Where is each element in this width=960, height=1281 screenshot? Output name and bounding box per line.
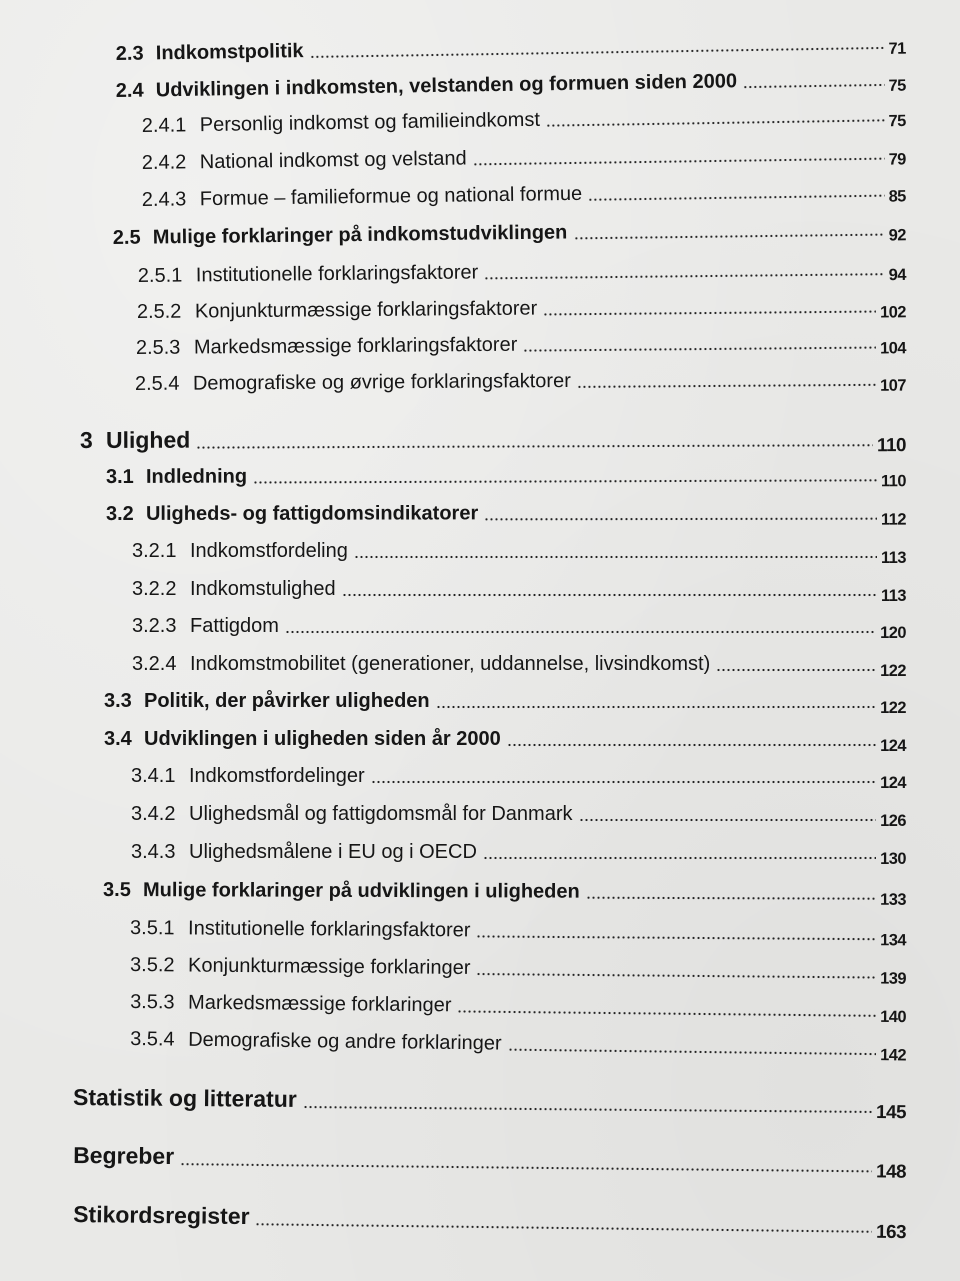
- toc-entry-3-4-3: [131, 838, 906, 868]
- toc-entry-3-2-3: [132, 612, 906, 642]
- entry-number: 3.1: [105, 465, 134, 488]
- toc-entry-3-2: [105, 499, 907, 529]
- dot-leader: [457, 993, 876, 1017]
- entry-page-number: 130: [880, 850, 906, 868]
- entry-number: 3.5.1: [130, 917, 175, 940]
- dot-leader: [484, 501, 877, 522]
- toc-entry-3-4-1: [131, 762, 906, 792]
- entry-number: 2.5.1: [137, 264, 183, 288]
- toc-entry-2-3: [116, 28, 906, 66]
- entry-page-number: 102: [879, 303, 907, 322]
- entry-title: Uligheds- og fattigdomsindikatorer: [145, 502, 479, 525]
- entry-page-number: 92: [888, 226, 906, 245]
- dot-leader: [371, 764, 876, 784]
- entry-number: 3.4.3: [131, 841, 176, 863]
- entry-title: Statistik og litteratur: [73, 1084, 297, 1112]
- toc-entry-statistik-og-litteratur: [73, 1082, 907, 1123]
- entry-number: 3.2: [105, 502, 134, 525]
- entry-page-number: 124: [880, 737, 906, 755]
- toc-entry-3-4: [104, 725, 906, 755]
- toc-entry-2-5-2: [137, 291, 906, 324]
- entry-number: 2.4: [115, 79, 144, 103]
- toc-entry-3-5-1: [130, 914, 907, 950]
- dot-leader: [484, 256, 885, 280]
- toc-entry-2-5-1: [138, 254, 906, 288]
- entry-number: 3.2.1: [132, 540, 177, 562]
- entry-title: National indkomst og velstand: [199, 147, 467, 174]
- entry-number: 3.2.3: [132, 615, 177, 637]
- toc-entry-3-5: [103, 876, 907, 909]
- toc-entry-chapter-3: [80, 422, 906, 454]
- entry-number: 2.5: [112, 226, 141, 250]
- entry-title: Institutionelle forklaringsfaktorer: [188, 917, 471, 942]
- entry-number: 2.4.3: [141, 188, 187, 212]
- entry-page-number: 110: [876, 434, 907, 456]
- entry-number: 3.4.1: [131, 765, 176, 787]
- entry-page-number: 133: [880, 890, 907, 909]
- toc-entry-3-2-1: [132, 537, 906, 567]
- toc-entry-3-2-4: [132, 650, 906, 680]
- dot-leader: [546, 102, 885, 127]
- dot-leader: [354, 539, 877, 559]
- entry-title: Ulighed: [105, 426, 191, 453]
- dot-leader: [196, 424, 873, 449]
- entry-page-number: 75: [888, 76, 906, 95]
- dot-leader: [579, 802, 877, 822]
- toc-entry-3-1: [106, 460, 906, 489]
- entry-number: 3.5.3: [130, 991, 175, 1014]
- dot-leader: [716, 652, 876, 672]
- entry-title: Konjunkturmæssige forklaringsfaktorer: [194, 297, 538, 323]
- entry-page-number: 163: [875, 1220, 907, 1243]
- toc-entry-begreber: [73, 1140, 907, 1182]
- entry-number: 2.5.4: [134, 372, 180, 396]
- entry-page-number: 134: [880, 931, 907, 950]
- dot-leader: [253, 462, 877, 484]
- entry-page-number: 104: [879, 339, 907, 358]
- entry-page-number: 124: [880, 774, 906, 792]
- dot-leader: [303, 1086, 873, 1114]
- entry-title: Mulige forklaringer på udviklingen i uligheden: [143, 879, 580, 903]
- dot-leader: [743, 67, 885, 89]
- entry-title: Begreber: [73, 1142, 175, 1170]
- dot-leader: [523, 330, 876, 353]
- entry-title: Mulige forklaringer på indkomstudviklingen: [152, 221, 568, 249]
- dot-leader: [507, 727, 876, 747]
- entry-number: 2.5.3: [135, 336, 181, 360]
- entry-number: 3.5: [103, 879, 131, 902]
- entry-title: Konjunkturmæssige forklaringer: [188, 954, 471, 979]
- toc-entry-stikordsregister: [73, 1199, 907, 1243]
- entry-title: Indkomstpolitik: [155, 40, 304, 65]
- toc-entry-3-5-4: [130, 1025, 907, 1065]
- entry-number: 2.3: [115, 42, 144, 66]
- entry-number: 3.3: [104, 690, 132, 712]
- entry-title: Ulighedsmålene i EU og i OECD: [189, 841, 477, 863]
- entry-page-number: 122: [880, 662, 906, 680]
- toc-entry-2-5-3: [136, 327, 906, 360]
- entry-title: Ulighedsmål og fattigdomsmål for Danmark: [189, 803, 573, 825]
- dot-leader: [472, 141, 884, 167]
- entry-page-number: 110: [880, 472, 907, 491]
- entry-title: Institutionelle forklaringsfaktorer: [195, 261, 479, 287]
- entry-page-number: 120: [880, 624, 906, 642]
- entry-page-number: 71: [888, 39, 906, 58]
- toc-entry-2-4-2: [142, 138, 906, 175]
- entry-page-number: 145: [875, 1101, 907, 1123]
- entry-title: Personlig indkomst og familieindkomst: [199, 108, 541, 137]
- toc-entry-2-4: [116, 65, 906, 103]
- entry-title: Indledning: [145, 465, 248, 488]
- dot-leader: [586, 880, 876, 901]
- entry-page-number: 94: [888, 265, 906, 285]
- dot-leader: [543, 294, 876, 317]
- entry-number: 3.4.2: [131, 803, 176, 825]
- entry-number: 3: [79, 426, 93, 453]
- entry-title: Udviklingen i uligheden siden år 2000: [144, 728, 501, 750]
- entry-number: 3.5.2: [130, 954, 175, 977]
- entry-page-number: 113: [881, 587, 906, 605]
- entry-page-number: 112: [881, 510, 907, 529]
- entry-number: 3.2.4: [132, 653, 177, 675]
- toc-entry-3-2-2: [132, 575, 906, 605]
- entry-title: Markedsmæssige forklaringer: [188, 991, 452, 1017]
- dot-leader: [588, 178, 885, 202]
- entry-title: Demografiske og øvrige forklaringsfaktorer: [192, 369, 571, 395]
- dot-leader: [508, 1032, 877, 1057]
- toc-entry-2-4-3: [142, 175, 906, 212]
- entry-page-number: 126: [880, 812, 906, 830]
- entry-page-number: 139: [880, 969, 907, 988]
- entry-title: Indkomstfordeling: [190, 540, 348, 562]
- dot-leader: [436, 689, 877, 709]
- dot-leader: [180, 1143, 872, 1173]
- entry-page-number: 148: [875, 1160, 907, 1182]
- dot-leader: [573, 217, 884, 241]
- dot-leader: [577, 367, 876, 389]
- toc-entry-3-3: [104, 687, 906, 717]
- toc-entry-2-4-1: [142, 100, 906, 138]
- entry-page-number: 79: [888, 150, 906, 169]
- toc-entry-2-5: [113, 214, 906, 250]
- dot-leader: [285, 614, 876, 634]
- entry-page-number: 122: [880, 699, 906, 717]
- entry-title: Politik, der påvirker uligheden: [144, 690, 430, 712]
- dot-leader: [483, 840, 876, 860]
- entry-title: Indkomstmobilitet (generationer, uddannelse, livsindkomst): [190, 653, 711, 675]
- entry-title: Markedsmæssige forklaringsfaktorer: [193, 333, 518, 359]
- entry-title: Indkomstulighed: [190, 578, 336, 600]
- entry-number: 3.2.2: [132, 578, 177, 600]
- dot-leader: [476, 956, 876, 979]
- toc-entry-3-4-2: [131, 800, 906, 830]
- entry-title: Stikordsregister: [73, 1201, 250, 1230]
- entry-page-number: 85: [888, 187, 906, 206]
- entry-number: 3.4: [104, 728, 132, 750]
- entry-page-number: 142: [880, 1046, 907, 1065]
- entry-title: Fattigdom: [190, 615, 279, 637]
- entry-title: Udviklingen i indkomsten, velstanden og formuen siden 2000: [155, 70, 738, 102]
- entry-page-number: 107: [880, 376, 907, 395]
- entry-title: Demografiske og andre forklaringer: [188, 1028, 502, 1055]
- entry-page-number: 113: [881, 549, 906, 567]
- entry-number: 2.5.2: [136, 300, 182, 324]
- toc-entry-3-5-2: [130, 951, 907, 988]
- entry-page-number: 75: [888, 112, 906, 131]
- entry-title: Indkomstfordelinger: [189, 765, 365, 787]
- entry-page-number: 140: [880, 1007, 907, 1027]
- entry-number: 3.5.4: [130, 1028, 175, 1051]
- dot-leader: [255, 1203, 872, 1234]
- dot-leader: [476, 918, 876, 941]
- entry-number: 2.4.2: [141, 151, 187, 175]
- dot-leader: [342, 577, 877, 597]
- entry-number: 2.4.1: [141, 114, 187, 138]
- entry-title: Formue – familieformue og national formue: [199, 182, 583, 211]
- toc-entry-3-5-3: [130, 988, 907, 1027]
- toc-entry-2-5-4: [135, 365, 906, 396]
- dot-leader: [309, 30, 884, 59]
